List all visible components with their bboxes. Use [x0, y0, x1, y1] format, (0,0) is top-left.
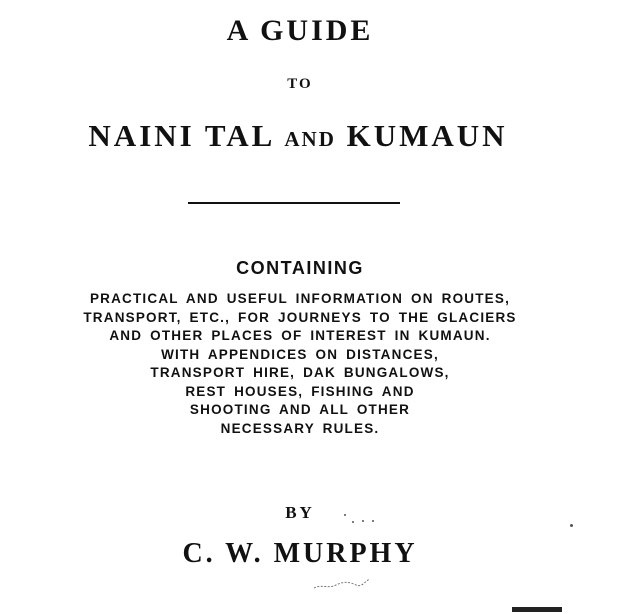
pencil-scribble-mark: [312, 576, 372, 592]
by-line: BY: [285, 503, 315, 522]
title-connector-to: TO: [287, 76, 313, 92]
horizontal-rule: [188, 202, 400, 204]
description-block: [40, 290, 560, 438]
book-title: A GUIDE: [226, 14, 374, 47]
place-name-naini-tal: NAINI TAL: [88, 118, 274, 153]
containing-heading: CONTAINING: [236, 258, 364, 278]
description-line: WITH APPENDICES ON DISTANCES,: [161, 346, 439, 362]
description-line: SHOOTING AND ALL OTHER: [189, 402, 411, 417]
place-name-kumaun: KUMAUN: [346, 118, 508, 153]
description-line: NECESSARY RULES.: [220, 420, 380, 436]
description-line: AND OTHER PLACES OF INTEREST IN KUMAUN.: [109, 328, 491, 343]
place-connector-and: AND: [284, 127, 336, 151]
description-line: TRANSPORT, ETC., FOR JOURNEYS TO THE GLACIERS: [83, 309, 517, 325]
description-line: TRANSPORT HIRE, DAK BUNGALOWS,: [150, 365, 450, 380]
description-line: PRACTICAL AND USEFUL INFORMATION ON ROUTES,: [89, 291, 511, 306]
scan-speck: [372, 520, 374, 522]
scan-speck: [344, 514, 346, 516]
scan-speck: [362, 520, 364, 522]
description-line: REST HOUSES, FISHING AND: [185, 383, 415, 399]
scan-edge-mark: [512, 607, 562, 612]
place-title: [0, 118, 596, 154]
author-name: C. W. MURPHY: [182, 538, 418, 569]
scan-speck: [352, 521, 354, 523]
scan-speck: [570, 524, 573, 527]
